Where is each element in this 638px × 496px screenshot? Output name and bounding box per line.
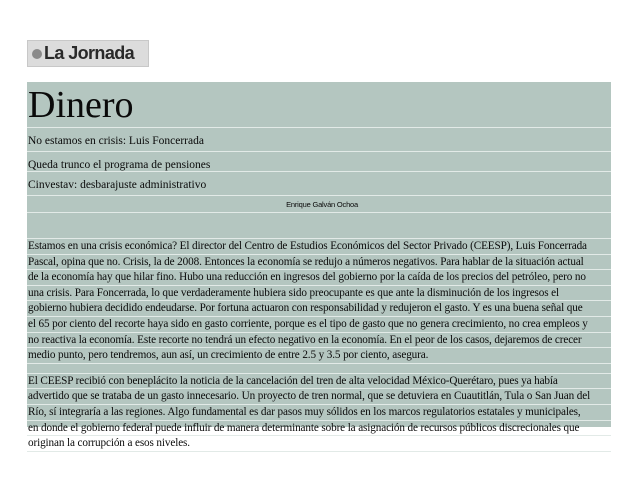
headline-foncerrada[interactable]: No estamos en crisis: Luis Foncerrada <box>27 128 611 152</box>
la-jornada-logo <box>27 40 149 67</box>
paragraph-line: Río, sí integraría a las regiones. Algo fundamental es dar pasos muy sólidos en los marcos regulatorios estatales y municipales, <box>27 405 611 421</box>
paragraph-line: en donde el gobierno federal puede influir de manera determinante sobre la asignación de recursos públicos discrecionales que <box>27 421 611 437</box>
paragraph-line: el 65 por ciento del recorte haya sido en gasto corriente, porque es el tipo de gasto que no genera crecimiento, no crea empleos y <box>27 317 611 333</box>
logo-text: La Jornada <box>44 43 135 63</box>
headline-pensiones[interactable]: Queda trunco el programa de pensiones <box>27 152 611 172</box>
paragraph-spacer <box>27 364 611 374</box>
paragraph-line: gobierno hubiera decidido endeudarse. Por fortuna actuaron con responsabilidad y redujeron el gasto. Y es una buena señal que <box>27 301 611 317</box>
logo-circle-icon <box>32 49 42 59</box>
paragraph-line: una crisis. Para Foncerrada, lo que verdaderamente hubiera sido preocupante es que ante la disminución de los ingresos el <box>27 286 611 302</box>
paragraph-line: advertido que se trataba de un gasto innecesario. Un proyecto de tren normal, que se detuviera en Cuautitlán, Tula o San Juan del <box>27 389 611 405</box>
paragraph-line: de la economía hay que hilar fino. Hubo una reducción en ingresos del gobierno por la caída de los precios del petróleo, pero no <box>27 270 611 286</box>
paragraph-line: El CEESP recibió con beneplácito la noticia de la cancelación del tren de alta velocidad México-Querétaro, pues ya había <box>27 374 611 390</box>
paragraph-line: Estamos en una crisis económica? El director del Centro de Estudios Económicos del Sector Privado (CEESP), Luis Foncerrada <box>27 239 611 255</box>
gap-row <box>27 213 611 239</box>
headline-cinvestav[interactable]: Cinvestav: desbarajuste administrativo <box>27 172 611 196</box>
author-byline: Enrique Galván Ochoa <box>27 196 611 213</box>
paragraph-line: Pascal, opina que no. Crisis, la de 2008. Entonces la economía se redujo a números negativos. Para hablar de la situación actual <box>27 255 611 271</box>
paragraph-line: medio punto, pero tendremos, aun así, un crecimiento de entre 2.5 y 3.5 por ciento, asegura. <box>27 348 611 364</box>
article-panel <box>27 82 611 450</box>
paragraph-line: no reactiva la economía. Este recorte no tendrá un efecto negativo en la economía. En el peor de los casos, dejaremos de crecer <box>27 333 611 349</box>
paragraph-line: originan la corrupción a esos niveles. <box>27 436 611 452</box>
section-title: Dinero <box>27 82 611 128</box>
